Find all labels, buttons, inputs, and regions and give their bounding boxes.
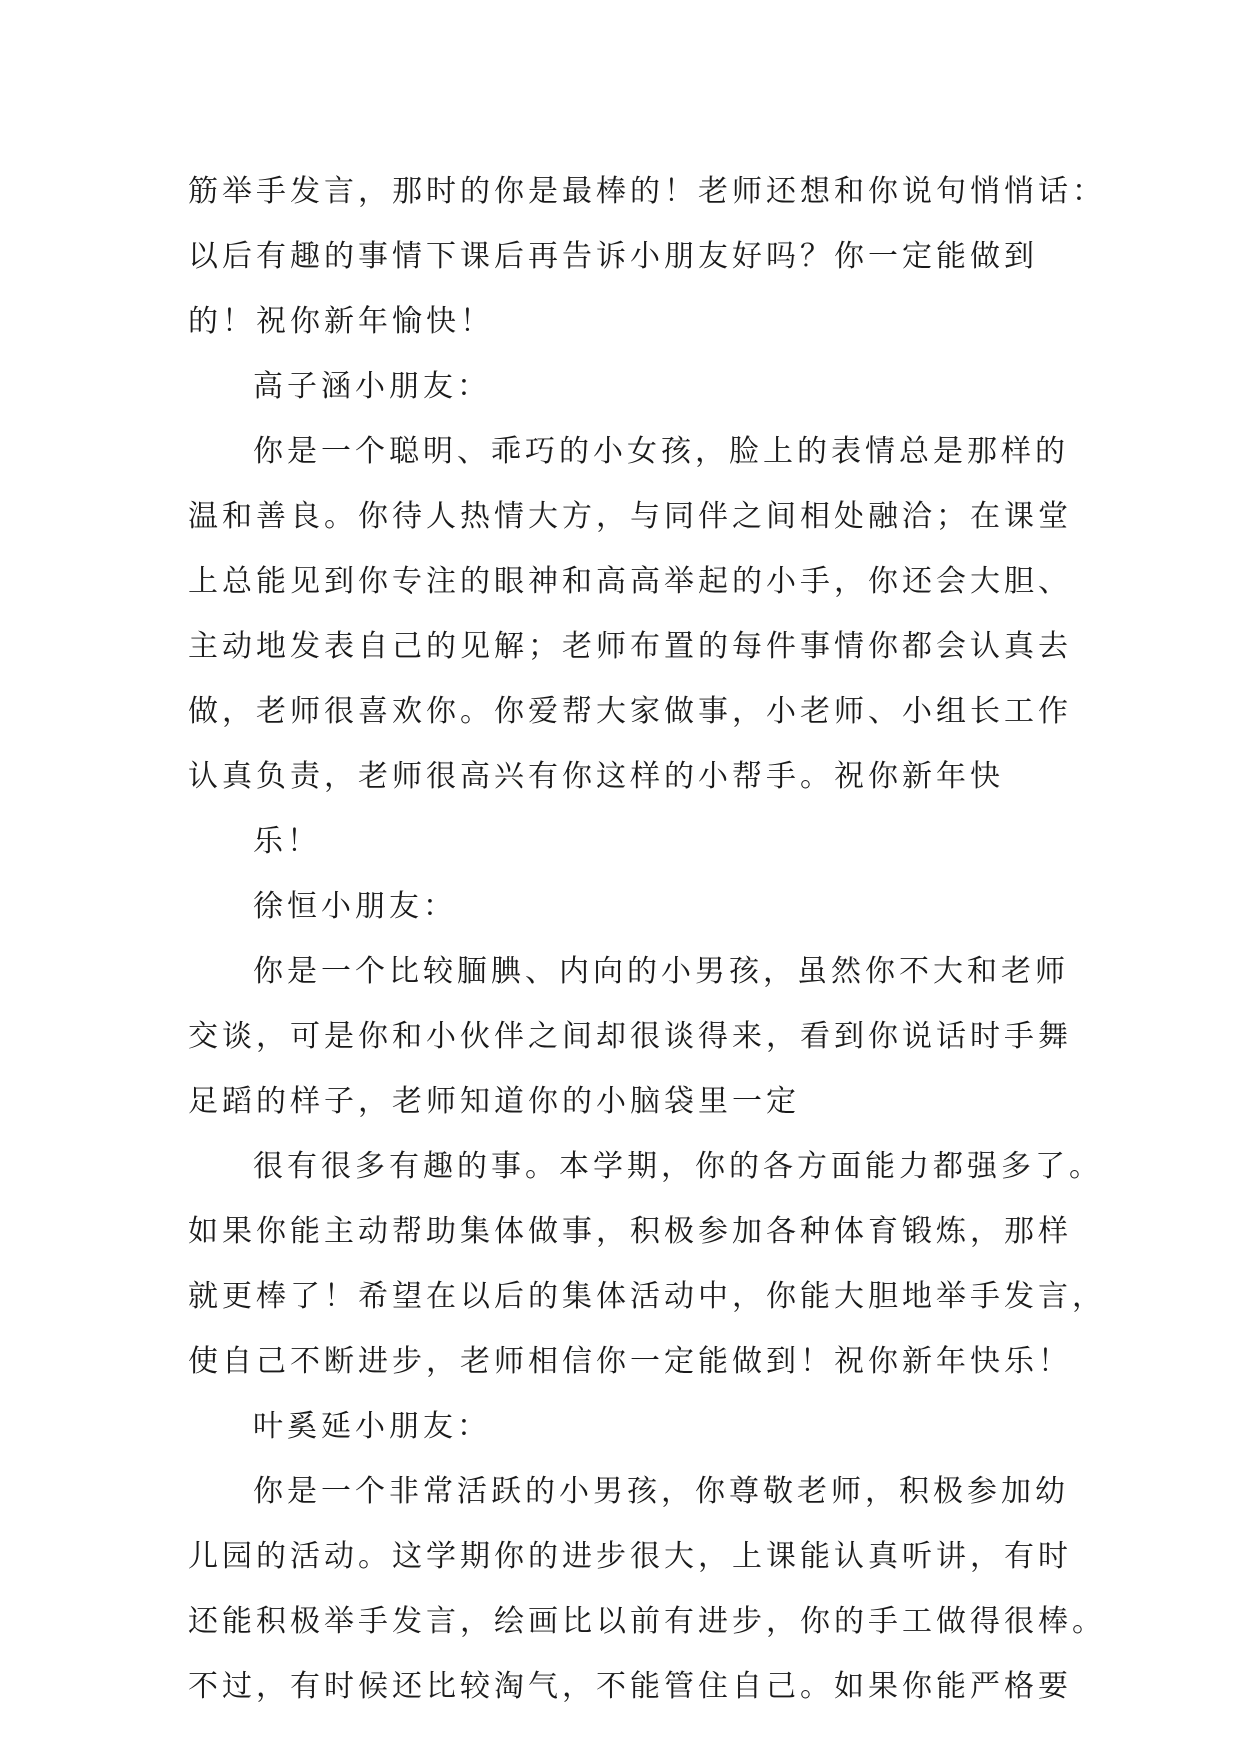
text-line: 你是一个聪明、乖巧的小女孩，脸上的表情总是那样的 xyxy=(253,434,1069,469)
text-line: 不过，有时候还比较淘气，不能管住自己。如果你能严格要 xyxy=(188,1669,1072,1704)
text-line: 的！祝你新年愉快！ xyxy=(188,304,494,339)
section-heading: 叶奚延小朋友： xyxy=(253,1409,491,1444)
text-line: 筋举手发言，那时的你是最棒的！老师还想和你说句悄悄话： xyxy=(188,174,1106,209)
text-line: 儿园的活动。这学期你的进步很大，上课能认真听讲，有时 xyxy=(188,1539,1072,1574)
text-line: 你是一个比较腼腆、内向的小男孩，虽然你不大和老师 xyxy=(253,954,1069,989)
text-line: 很有很多有趣的事。本学期，你的各方面能力都强多了。 xyxy=(253,1149,1103,1184)
text-line: 你是一个非常活跃的小男孩，你尊敬老师，积极参加幼 xyxy=(253,1474,1069,1509)
text-line: 使自己不断进步，老师相信你一定能做到！祝你新年快乐！ xyxy=(188,1344,1072,1379)
text-line: 以后有趣的事情下课后再告诉小朋友好吗？你一定能做到 xyxy=(188,239,1038,274)
text-line: 认真负责，老师很高兴有你这样的小帮手。祝你新年快 xyxy=(188,759,1004,794)
text-line: 上总能见到你专注的眼神和高高举起的小手，你还会大胆、 xyxy=(188,564,1072,599)
text-line: 还能积极举手发言，绘画比以前有进步，你的手工做得很棒。 xyxy=(188,1604,1106,1639)
document-body xyxy=(188,159,1106,1719)
text-line: 交谈，可是你和小伙伴之间却很谈得来，看到你说话时手舞 xyxy=(188,1019,1072,1054)
text-line: 做，老师很喜欢你。你爱帮大家做事，小老师、小组长工作 xyxy=(188,694,1072,729)
text-line: 主动地发表自己的见解；老师布置的每件事情你都会认真去 xyxy=(188,629,1072,664)
text-line: 如果你能主动帮助集体做事，积极参加各种体育锻炼，那样 xyxy=(188,1214,1072,1249)
text-line: 乐！ xyxy=(253,824,321,859)
text-line: 足蹈的样子，老师知道你的小脑袋里一定 xyxy=(188,1084,800,1119)
text-line: 就更棒了！希望在以后的集体活动中，你能大胆地举手发言， xyxy=(188,1279,1106,1314)
section-heading: 徐恒小朋友： xyxy=(253,889,457,924)
section-heading: 高子涵小朋友： xyxy=(253,369,491,404)
text-line: 温和善良。你待人热情大方，与同伴之间相处融洽；在课堂 xyxy=(188,499,1072,534)
